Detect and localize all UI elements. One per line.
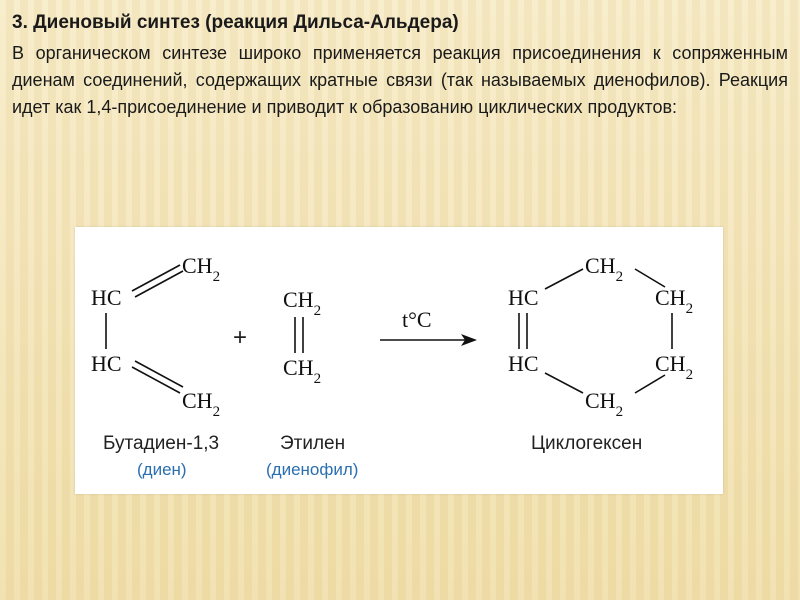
reaction-condition: t°C	[402, 307, 432, 332]
reaction-figure	[75, 227, 723, 494]
dienophile-name: Этилен	[280, 433, 346, 454]
ethylene-structure	[283, 287, 321, 387]
ethylene-ch2-top: $CH_2$	[283, 287, 322, 319]
dienophile-role: (диенофил)	[266, 460, 359, 479]
diene-ch2-top: $CH_2$	[182, 253, 221, 285]
ring-bond-5	[545, 373, 583, 393]
product-ch2-bottom: $CH_2$	[585, 388, 624, 420]
product-hc-bottom: HC	[508, 351, 539, 376]
ring-bond-2	[635, 269, 665, 287]
product-ch2-right-top: $CH_2$	[655, 285, 694, 317]
product-ch2-right-bottom: $CH_2$	[655, 351, 694, 383]
diene-name: Бутадиен-1,3	[103, 433, 220, 454]
reaction-diagram	[75, 227, 723, 494]
ethylene-ch2-bottom: $CH_2$	[283, 355, 322, 387]
product-ch2-top: $CH_2$	[585, 253, 624, 285]
diene-double-bond-top-b	[135, 271, 183, 297]
slide-title: 3. Диеновый синтез (реакция Дильса-Альдера)	[12, 12, 459, 33]
slide-paragraph: В органическом синтезе широко применяется реакция присоединения к сопряженным диенам соединений, содержащих кратные связи (так называемых диенофилов). Реакция идет как 1,4-присоединение и приводит к образованию циклических продуктов:	[12, 43, 788, 117]
diene-role: (диен)	[137, 460, 187, 479]
cyclohexene-structure	[508, 253, 693, 420]
product-hc-top: HC	[508, 285, 539, 310]
butadiene-structure	[91, 253, 220, 420]
diene-hc-bottom: HC	[91, 351, 122, 376]
diene-ch2-bottom: $CH_2$	[182, 388, 221, 420]
diene-double-bond-bottom-b	[135, 361, 183, 387]
diene-hc-top: HC	[91, 285, 122, 310]
ring-bond-4	[635, 375, 665, 393]
product-name: Циклогексен	[531, 433, 643, 454]
ring-bond-1	[545, 269, 583, 289]
diene-double-bond-bottom-a	[132, 367, 180, 393]
diene-double-bond-top-a	[132, 265, 180, 291]
plus-sign: +	[233, 324, 248, 351]
